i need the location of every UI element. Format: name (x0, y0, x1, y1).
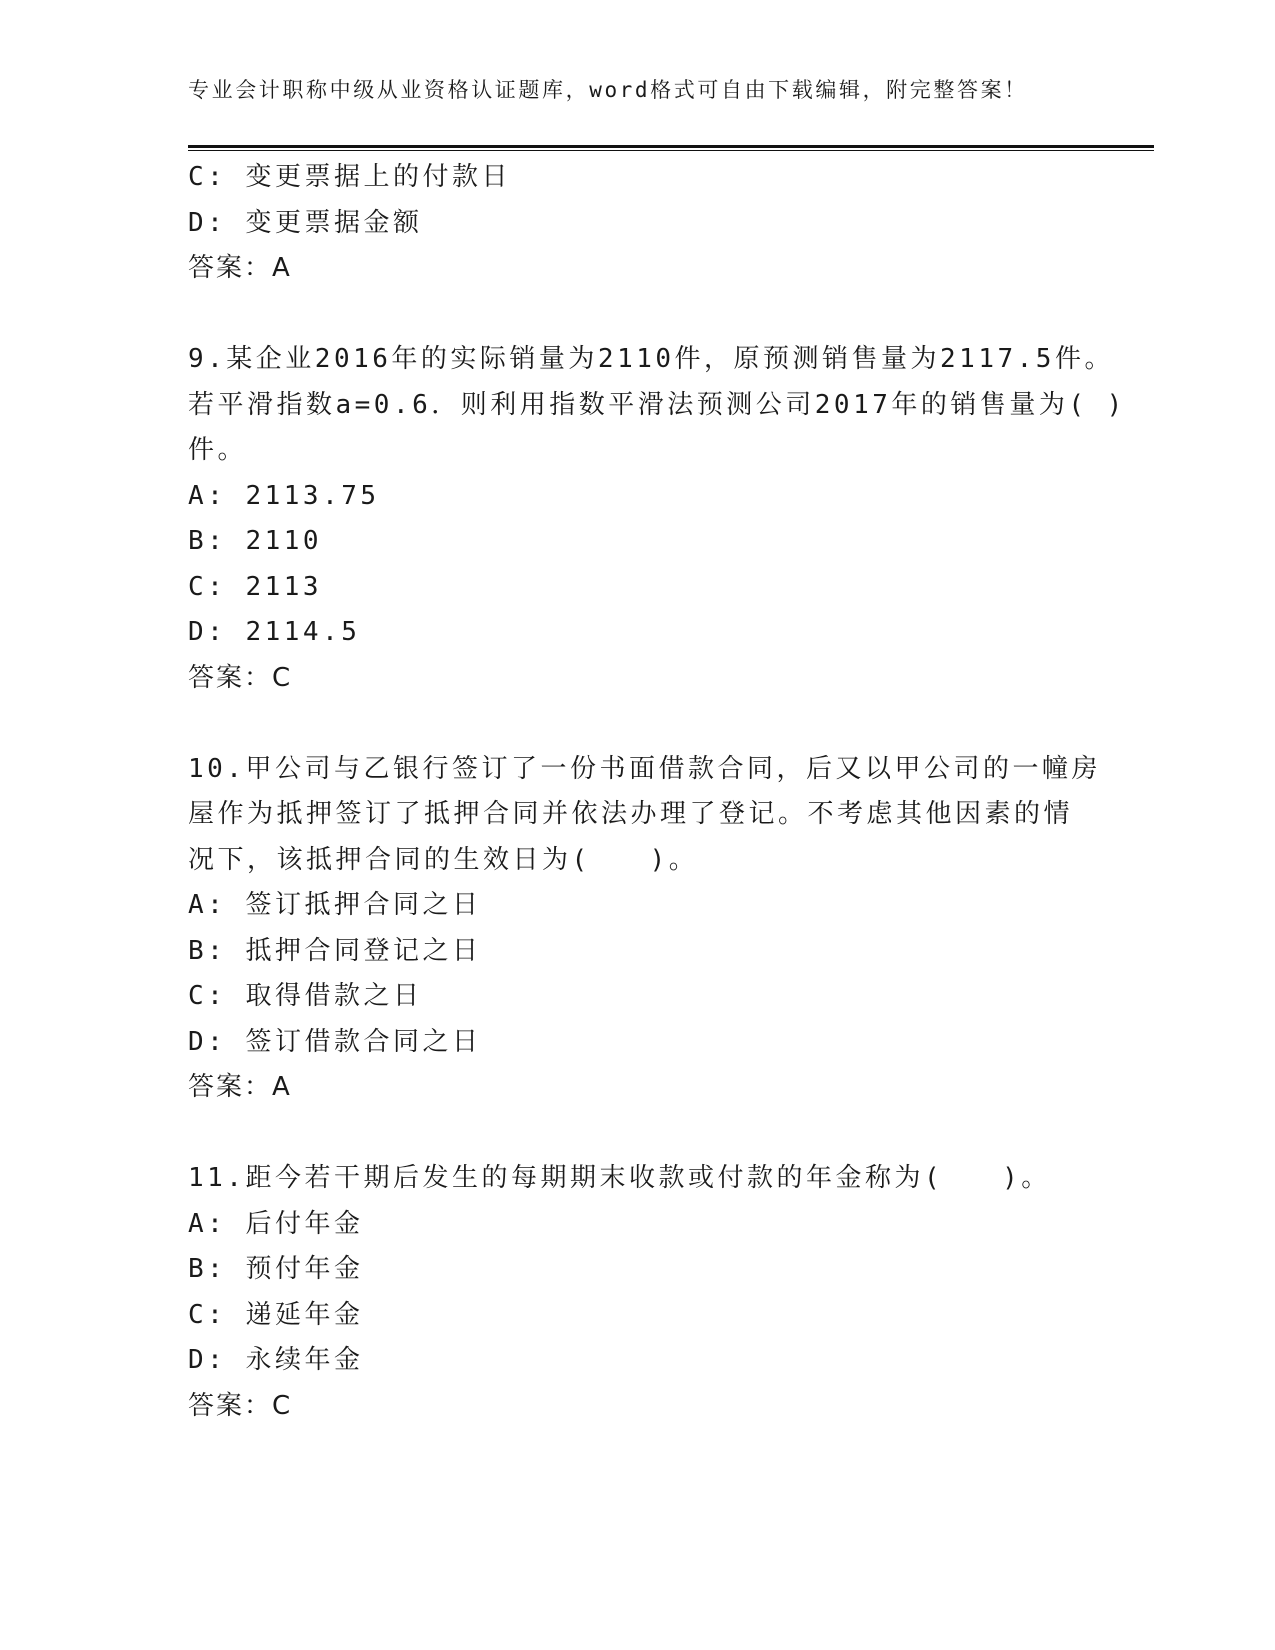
question-stem: 若平滑指数a=0.6．则利用指数平滑法预测公司2017年的销售量为( ) (188, 389, 1126, 420)
header-divider-thin (188, 150, 1154, 151)
question-stem: 10.甲公司与乙银行签订了一份书面借款合同，后又以甲公司的一幢房 (188, 753, 1101, 784)
option-d: D: 变更票据金额 (188, 207, 423, 238)
option-a: A: 2113.75 (188, 480, 380, 511)
answer: 答案：C (188, 662, 293, 693)
question-stem: 11.距今若干期后发生的每期期末收款或付款的年金称为( )。 (188, 1163, 1051, 1193)
option-a: A: 签订抵押合同之日 (188, 890, 482, 920)
page-header: 专业会计职称中级从业资格认证题库，word格式可自由下载编辑，附完整答案！ (188, 78, 1028, 102)
option-b: B: 抵押合同登记之日 (188, 935, 482, 966)
question-9 (188, 337, 1126, 701)
option-d: D: 2114.5 (188, 617, 361, 647)
spacer (188, 1111, 1118, 1157)
question-stem: 屋作为抵押签订了抵押合同并依法办理了登记。不考虑其他因素的情 (188, 799, 1074, 829)
answer: 答案：C (188, 1390, 293, 1421)
question-stem: 况下，该抵押合同的生效日为( )。 (188, 844, 699, 875)
answer: 答案：A (188, 253, 292, 283)
option-c: C: 递延年金 (188, 1299, 364, 1330)
option-d: D: 签订借款合同之日 (188, 1026, 482, 1057)
option-b: B: 2110 (188, 526, 323, 556)
question-stem: 件。 (188, 435, 248, 465)
spacer (188, 292, 1118, 338)
option-c: C: 变更票据上的付款日 (188, 162, 511, 192)
option-c: C: 取得借款之日 (188, 981, 423, 1011)
answer: 答案：A (188, 1072, 292, 1102)
question-stem: 9.某企业2016年的实际销量为2110件，原预测销售量为2117.5件。 (188, 344, 1114, 374)
option-a: A: 后付年金 (188, 1208, 364, 1239)
header-divider (188, 145, 1154, 148)
question-list (188, 155, 1126, 1429)
option-d: D: 永续年金 (188, 1345, 364, 1375)
option-b: B: 预付年金 (188, 1254, 364, 1284)
option-c: C: 2113 (188, 571, 323, 602)
question-10 (188, 747, 1118, 1111)
spacer (188, 701, 1118, 747)
question-8-tail (188, 155, 1118, 292)
question-11 (188, 1156, 1118, 1429)
